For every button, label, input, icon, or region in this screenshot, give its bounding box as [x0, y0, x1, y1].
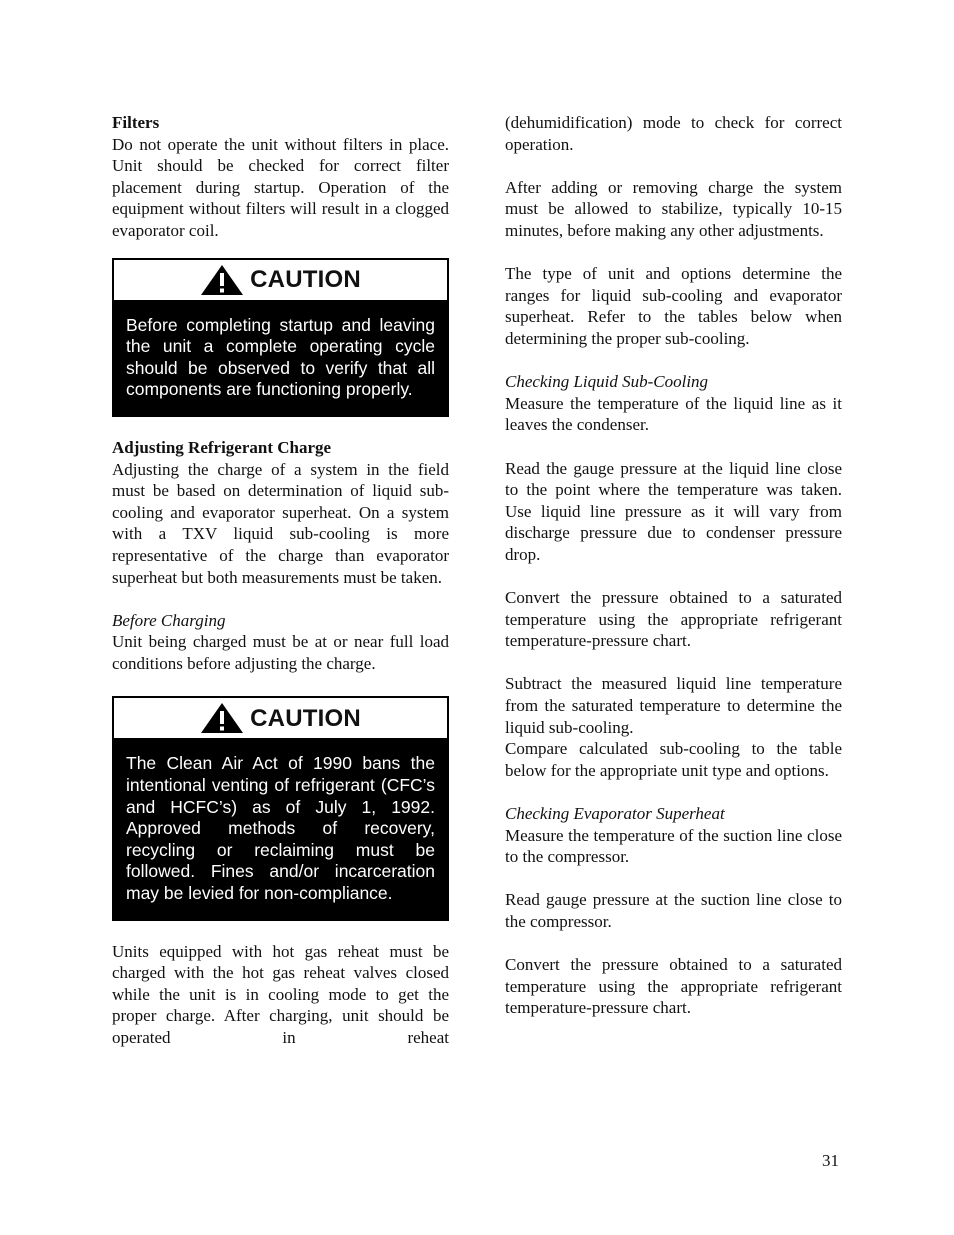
hot-gas-reheat-paragraph: Units equipped with hot gas reheat must be charged with the hot gas reheat valves closed while the unit is in cooling mode to get the proper charge. After charging, unit should be operated in reheat [112, 941, 449, 1047]
warning-triangle-icon [200, 264, 244, 296]
evaporator-superheat-heading: Checking Evaporator Superheat [505, 804, 725, 823]
superheat-read-paragraph: Read gauge pressure at the suction line close to the compressor. [505, 890, 842, 931]
superheat-measure-paragraph: Measure the temperature of the suction line close to the compressor. [505, 825, 842, 867]
liquid-subcooling-heading: Checking Liquid Sub-Cooling [505, 372, 709, 392]
caution-box-clean-air-act [112, 696, 449, 920]
before-charging-heading: Before Charging [112, 610, 226, 630]
before-charging-paragraph: Unit being charged must be at or near full load conditions before adjusting the charge. [112, 632, 449, 673]
right-column [505, 112, 842, 1019]
subcooling-measure-paragraph: Measure the temperature of the liquid line as it leaves the condenser. [505, 393, 842, 435]
superheat-convert-paragraph: Convert the pressure obtained to a saturated temperature using the appropriate refrigerant temperature-pressure chart. [505, 955, 842, 1018]
warning-triangle-icon [200, 702, 244, 734]
filters-paragraph: Do not operate the unit without filters in place. Unit should be checked for correct filter placement during startup. Operation of the equipment without filters will result in a clogged evaporator coil. [112, 134, 449, 240]
subcooling-convert-paragraph: Convert the pressure obtained to a saturated temperature using the appropriate refrigerant temperature-pressure chart. [505, 588, 842, 651]
filters-heading: Filters [112, 113, 160, 132]
subcooling-subtract-paragraph: Subtract the measured liquid line temperature from the saturated temperature to determine the liquid sub-cooling. [505, 674, 842, 737]
left-column [112, 112, 449, 1049]
adjusting-charge-paragraph: Adjusting the charge of a system in the field must be based on determination of liquid sub-cooling and evaporator superheat. On a system with a TXV liquid sub-cooling is more representative of the charge than evaporator superheat but both measurements must be taken. [112, 459, 449, 587]
caution-header [114, 260, 447, 300]
stabilize-paragraph: After adding or removing charge the system must be allowed to stabilize, typically 10-15 minutes, before making any other adjustments. [505, 177, 842, 240]
unit-type-paragraph: The type of unit and options determine the ranges for liquid sub-cooling and evaporator superheat. Refer to the tables below when determining the proper sub-cooling. [505, 264, 842, 348]
page-number: 31 [822, 1151, 839, 1170]
caution-text: The Clean Air Act of 1990 bans the intentional venting of refrigerant (CFC’s and HCFC’s) as of July 1, 1992. Approved methods of recovery, recycling or reclaiming must be followed. Fines and/or incarceration may be levied for non-compliance. [114, 738, 447, 918]
caution-title: CAUTION [250, 265, 361, 293]
caution-box-startup [112, 258, 449, 417]
subcooling-read-paragraph: Read the gauge pressure at the liquid line close to the point where the temperature was taken. Use liquid line pressure as it will vary from discharge pressure due to condenser pressure drop. [505, 458, 842, 564]
subcooling-compare-paragraph: Compare calculated sub-cooling to the table below for the appropriate unit type and options. [505, 739, 842, 780]
caution-header [114, 698, 447, 738]
adjusting-charge-heading: Adjusting Refrigerant Charge [112, 437, 332, 457]
caution-text: Before completing startup and leaving the unit a complete operating cycle should be observed to verify that all components are functioning properly. [114, 300, 447, 415]
continued-paragraph: (dehumidification) mode to check for correct operation. [505, 113, 842, 154]
caution-title: CAUTION [250, 704, 361, 732]
